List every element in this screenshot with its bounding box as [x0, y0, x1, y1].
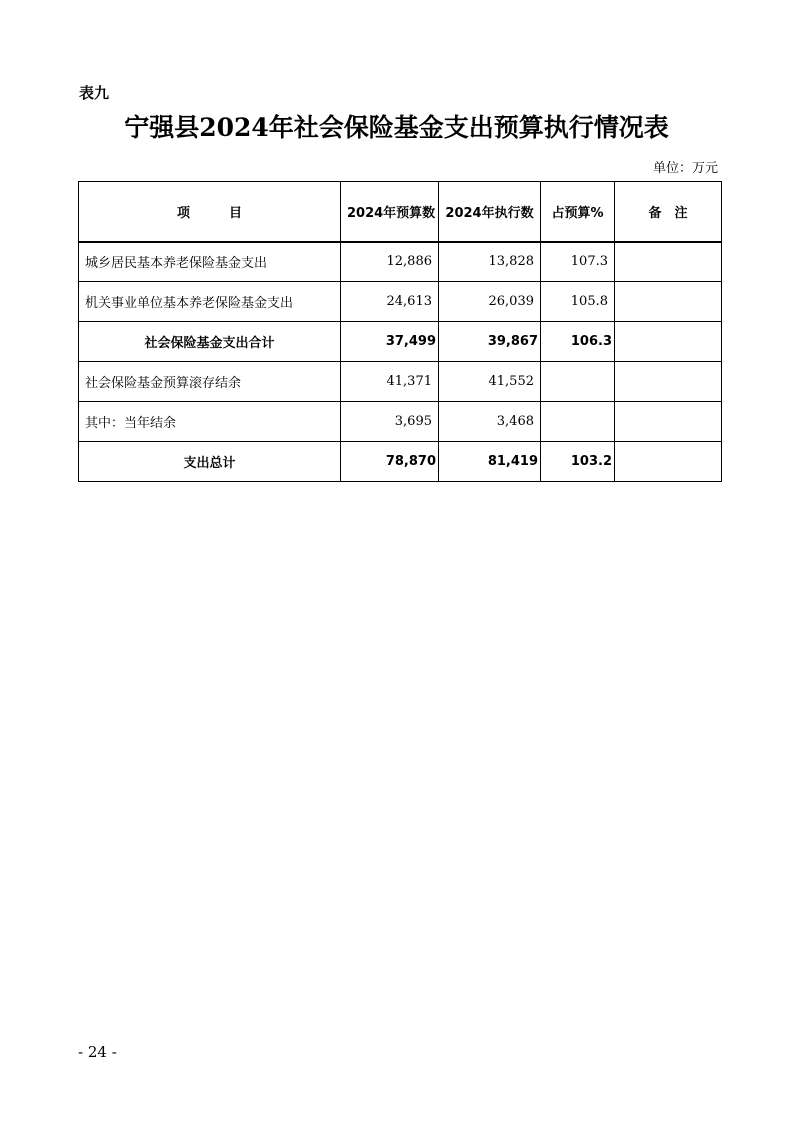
row-executed-value: 41,552 — [439, 362, 541, 402]
column-header-item: 项 目 — [79, 182, 341, 242]
row-budget-value: 78,870 — [341, 442, 439, 482]
table-header-row — [79, 182, 722, 242]
row-executed-value: 81,419 — [439, 442, 541, 482]
row-percent-value — [541, 402, 615, 442]
row-budget-value: 37,499 — [341, 322, 439, 362]
row-note-value — [615, 322, 722, 362]
row-executed-value: 26,039 — [439, 282, 541, 322]
row-item-label: 其中：当年结余 — [79, 402, 341, 442]
column-header-budget: 2024年预算数 — [341, 182, 439, 242]
row-budget-value: 41,371 — [341, 362, 439, 402]
row-executed-value: 3,468 — [439, 402, 541, 442]
table-row — [79, 282, 722, 322]
table-row — [79, 362, 722, 402]
row-note-value — [615, 242, 722, 282]
page-title: 宁强县2024年社会保险基金支出预算执行情况表 — [124, 113, 669, 142]
table-row — [79, 242, 722, 282]
table-number: 表九 — [79, 84, 110, 102]
row-executed-value: 39,867 — [439, 322, 541, 362]
row-percent-value: 106.3 — [541, 322, 615, 362]
row-budget-value: 24,613 — [341, 282, 439, 322]
row-note-value — [615, 442, 722, 482]
row-item-label: 机关事业单位基本养老保险基金支出 — [79, 282, 341, 322]
row-item-label: 城乡居民基本养老保险基金支出 — [79, 242, 341, 282]
total-row — [79, 442, 722, 482]
row-note-value — [615, 402, 722, 442]
row-item-label: 社会保险基金支出合计 — [79, 322, 341, 362]
row-note-value — [615, 362, 722, 402]
row-percent-value: 105.8 — [541, 282, 615, 322]
unit-label: 单位：万元 — [652, 161, 718, 176]
row-budget-value: 12,886 — [341, 242, 439, 282]
table-row — [79, 402, 722, 442]
column-header-percent: 占预算% — [541, 182, 615, 242]
row-percent-value: 107.3 — [541, 242, 615, 282]
row-percent-value — [541, 362, 615, 402]
row-percent-value: 103.2 — [541, 442, 615, 482]
row-item-label: 社会保险基金预算滚存结余 — [79, 362, 341, 402]
row-executed-value: 13,828 — [439, 242, 541, 282]
expenditure-table — [78, 181, 722, 482]
column-header-executed: 2024年执行数 — [439, 182, 541, 242]
row-budget-value: 3,695 — [341, 402, 439, 442]
row-note-value — [615, 282, 722, 322]
page-number: - 24 - — [78, 1043, 117, 1061]
row-item-label: 支出总计 — [79, 442, 341, 482]
column-header-note: 备 注 — [615, 182, 722, 242]
subtotal-row — [79, 322, 722, 362]
